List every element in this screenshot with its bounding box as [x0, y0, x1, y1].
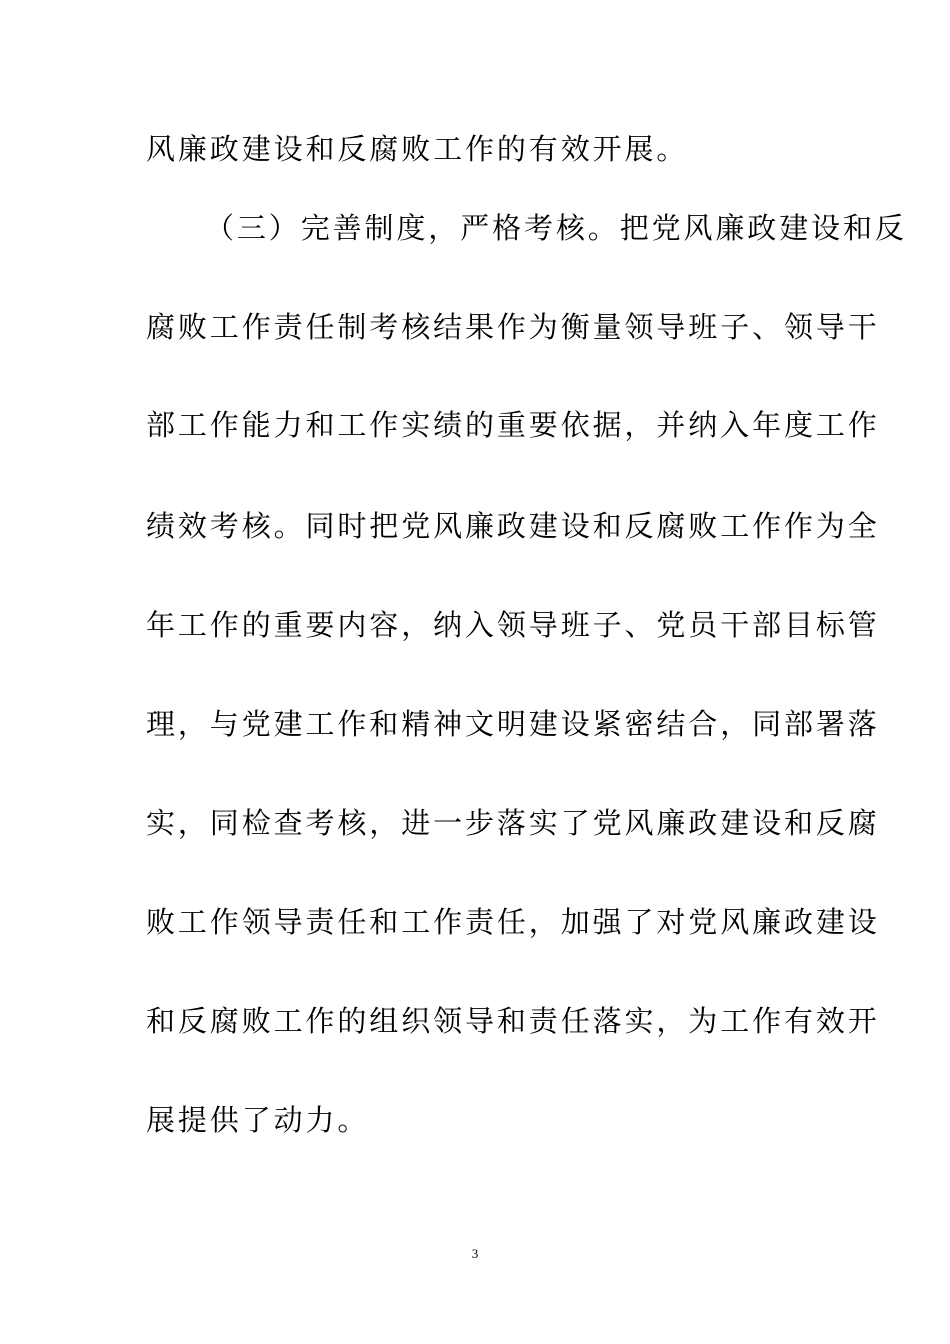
body-text-line: 年工作的重要内容，纳入领导班子、党员干部目标管 [146, 608, 880, 642]
body-text-line: 理，与党建工作和精神文明建设紧密结合，同部署落 [146, 707, 880, 741]
body-text-line: 腐败工作责任制考核结果作为衡量领导班子、领导干 [146, 310, 880, 344]
body-text-line: 绩效考核。同时把党风廉政建设和反腐败工作作为全 [146, 509, 880, 543]
body-text-line: 败工作领导责任和工作责任，加强了对党风廉政建设 [146, 905, 880, 939]
body-text-line: 展提供了动力。 [146, 1103, 370, 1137]
page-number: 3 [471, 1246, 479, 1261]
section-heading-line: （三）完善制度，严格考核。把党风廉政建设和反 [205, 211, 907, 245]
body-text-line: 实，同检查考核，进一步落实了党风廉政建设和反腐 [146, 806, 880, 840]
body-text-line: 部工作能力和工作实绩的重要依据，并纳入年度工作 [146, 408, 880, 442]
body-text-line: 风廉政建设和反腐败工作的有效开展。 [146, 132, 689, 166]
body-text-line: 和反腐败工作的组织领导和责任落实，为工作有效开 [146, 1004, 880, 1038]
